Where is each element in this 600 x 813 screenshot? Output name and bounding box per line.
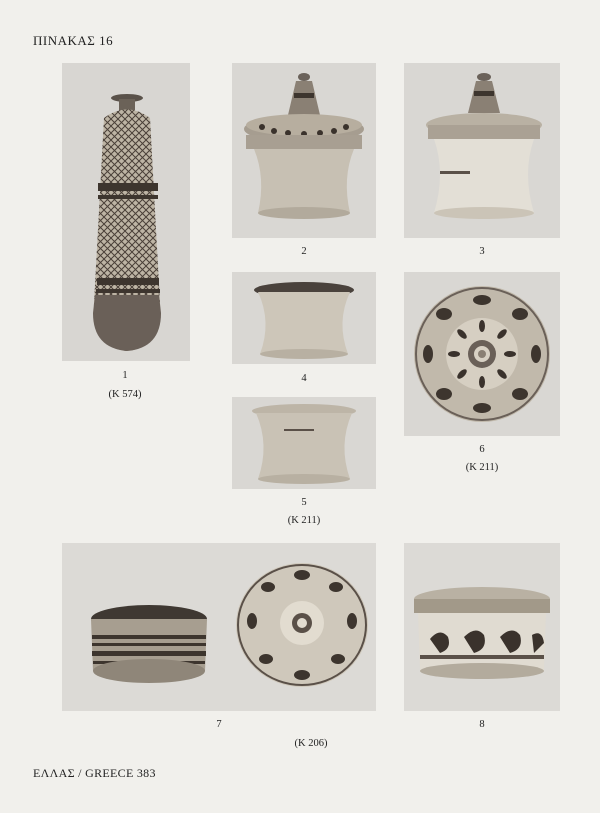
photo-pyxis-8 (404, 543, 560, 711)
photo-pyxis-lidded-3 (404, 63, 560, 238)
pyxis-4-image (232, 272, 376, 364)
figure-5-inventory: (K 211) (287, 515, 321, 526)
figure-4-number: 4 (301, 373, 307, 384)
pyxis-3-image (404, 63, 560, 238)
figure-6-number: 6 (479, 444, 485, 455)
figure-2-number: 2 (301, 246, 307, 257)
figure-7-number: 7 (216, 719, 222, 730)
lid-top-image (404, 272, 560, 436)
figure-7-inventory: (K 206) (294, 738, 328, 749)
pyxis-5-image (232, 397, 376, 489)
figure-1-number: 1 (122, 370, 128, 381)
figure-5-number: 5 (301, 497, 307, 508)
photo-pyxis-4 (232, 272, 376, 364)
photo-pyxis-5 (232, 397, 376, 489)
figure-3-number: 3 (479, 246, 485, 257)
photo-pyxis-lidded-2 (232, 63, 376, 238)
pyxis-2-image (232, 63, 376, 238)
figure-8-number: 8 (479, 719, 485, 730)
photo-pyxis-and-lid-7 (62, 543, 376, 711)
figure-1-inventory: (K 574) (108, 389, 142, 400)
plate-title: ΠΙΝΑΚΑΣ 16 (33, 33, 114, 48)
photo-alabastron (62, 63, 190, 361)
photo-lid-top-6 (404, 272, 560, 436)
alabastron-image (62, 63, 190, 361)
pyxis-8-image (404, 543, 560, 711)
figure-6-inventory: (K 211) (465, 462, 499, 473)
footer-citation: ΕΛΛΑΣ / GREECE 383 (33, 766, 156, 780)
pyxis-7-image (62, 543, 376, 711)
